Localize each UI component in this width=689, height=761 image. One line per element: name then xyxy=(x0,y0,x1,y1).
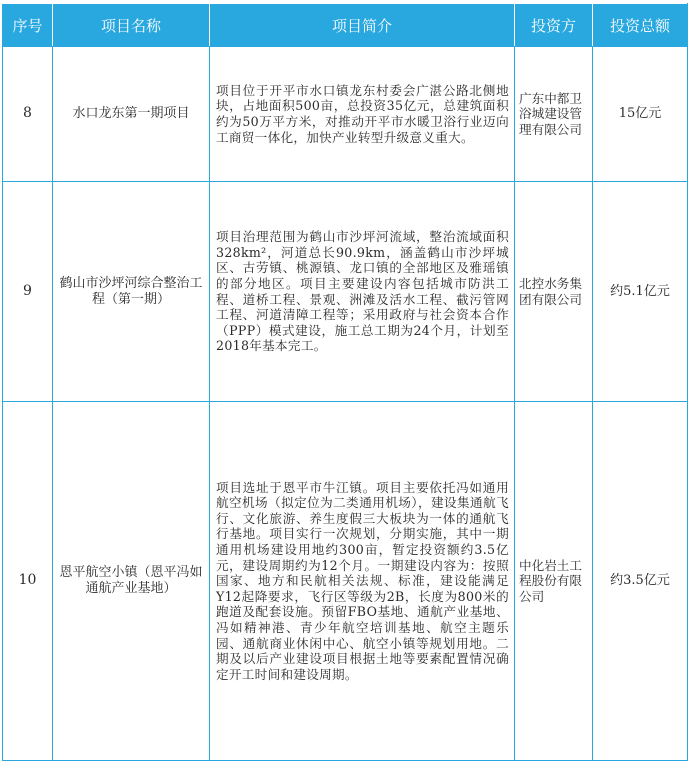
table-header xyxy=(3,4,688,47)
row-amount: 约3.5亿元 xyxy=(593,402,688,761)
row-investor: 北控水务集团有限公司 xyxy=(515,182,593,402)
row-desc: 项目选址于恩平市牛江镇。项目主要依托冯如通用航空机场（拟定位为二类通用机场），建设集通航飞行、文化旅游、养生度假三大板块为一体的通航飞行基地。项目实行一次规划，分期实施，其中一期通用机场建设用地约300亩，暂定投资额约3.5亿元，建设周期约为12个月。一期建设内容为：按照国家、地方和民航相关法规、标准，建设能满足Y12起降要求，飞行区等级为2B，长度为800米的跑道及配套设施。预留FBO基地、通航产业基地、冯如精神港、青少年航空培训基地、航空主题乐园、通航商业休闲中心、航空小镇等规划用地。二期及以后产业建设项目根据土地等要素配置情况确定开工时间和建设周期。 xyxy=(210,402,515,761)
table-row xyxy=(3,182,688,402)
row-no: 10 xyxy=(3,402,53,761)
header-investor: 投资方 xyxy=(515,4,593,47)
row-amount: 15亿元 xyxy=(593,47,688,182)
row-investor: 广东中都卫浴城建设管理有限公司 xyxy=(515,47,593,182)
row-no: 9 xyxy=(3,182,53,402)
header-row xyxy=(3,4,688,47)
row-no: 8 xyxy=(3,47,53,182)
header-name: 项目名称 xyxy=(53,4,210,47)
header-desc: 项目简介 xyxy=(210,4,515,47)
table-row xyxy=(3,402,688,761)
row-investor: 中化岩土工程股份有限公司 xyxy=(515,402,593,761)
header-amount: 投资总额 xyxy=(593,4,688,47)
row-name: 水口龙东第一期项目 xyxy=(53,47,210,182)
row-amount: 约5.1亿元 xyxy=(593,182,688,402)
projects-table xyxy=(2,3,688,761)
row-name: 恩平航空小镇（恩平冯如通航产业基地） xyxy=(53,402,210,761)
header-no: 序号 xyxy=(3,4,53,47)
row-name: 鹤山市沙坪河综合整治工程（第一期） xyxy=(53,182,210,402)
row-desc: 项目位于开平市水口镇龙东村委会广湛公路北侧地块，占地面积500亩，总投资35亿元，总建筑面积约为50万平方米，对推动开平市水暖卫浴行业迈向工商贸一体化，加快产业转型升级意义重大。 xyxy=(210,47,515,182)
table-body xyxy=(3,47,688,761)
table-row xyxy=(3,47,688,182)
row-desc: 项目治理范围为鹤山市沙坪河流域，整治流域面积328km²，河道总长90.9km，涵盖鹤山市沙坪城区、古劳镇、桃源镇、龙口镇的全部地区及雅瑶镇的部分地区。项目主要建设内容包括城市防洪工程、道桥工程、景观、洲滩及活水工程、截污管网工程、河道清障工程等；采用政府与社会资本合作（PPP）模式建设，施工总工期为24个月，计划至2018年基本完工。 xyxy=(210,182,515,402)
